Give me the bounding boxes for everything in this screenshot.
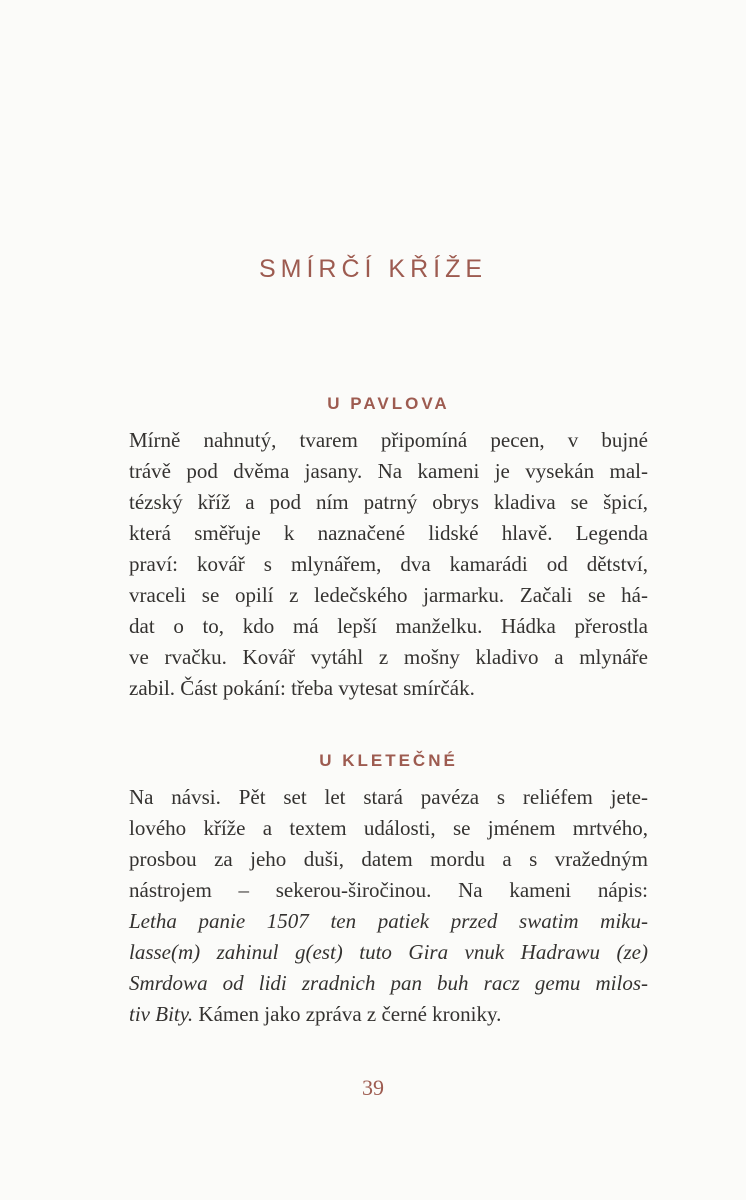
text-line — [129, 999, 648, 1030]
chapter-title: SMÍRČÍ KŘÍŽE — [258, 255, 488, 283]
text-line — [129, 518, 648, 549]
text-line — [129, 580, 648, 611]
text-line — [129, 456, 648, 487]
text-column — [129, 393, 648, 1030]
body-text: která směřuje k naznačené lidské hlavě. Legenda — [129, 521, 648, 545]
text-line — [129, 642, 648, 673]
body-text: ve rvačku. Kovář vytáhl z mošny kladivo a mlynáře — [129, 645, 648, 669]
text-line — [129, 673, 648, 704]
page-number: 39 — [362, 1075, 384, 1100]
text-line — [129, 937, 648, 968]
body-text: lového kříže a textem události, se jménem mrtvého, — [129, 816, 648, 840]
section-heading-u-pavlova: U PAVLOVA — [327, 394, 450, 413]
text-line — [129, 813, 648, 844]
text-line — [129, 875, 648, 906]
text-line — [129, 844, 648, 875]
text-line — [129, 906, 648, 937]
text-line — [129, 782, 648, 813]
inscription-italic-text: lasse(m) zahinul g(est) tuto Gira vnuk Hadrawu (ze) — [129, 940, 648, 964]
body-text: vraceli se opilí z ledečského jarmarku. Začali se há- — [129, 583, 648, 607]
body-text: trávě pod dvěma jasany. Na kameni je vysekán mal- — [129, 459, 648, 483]
body-text: Na návsi. Pět set let stará pavéza s reliéfem jete- — [129, 785, 648, 809]
text-line — [129, 611, 648, 642]
body-text: prosbou za jeho duši, datem mordu a s vražedným — [129, 847, 648, 871]
inscription-italic-text: tiv Bity. — [129, 1002, 194, 1026]
inscription-italic-text: Letha panie 1507 ten patiek przed swatim miku- — [129, 909, 648, 933]
body-text: praví: kovář s mlynářem, dva kamarádi od dětství, — [129, 552, 648, 576]
body-text: tézský kříž a pod ním patrný obrys kladiva se špicí, — [129, 490, 648, 514]
paragraph-u-kletecne — [129, 782, 648, 1030]
paragraph-u-pavlova — [129, 425, 648, 704]
text-line — [129, 549, 648, 580]
inscription-italic-text: Smrdowa od lidi zradnich pan buh racz gemu milos- — [129, 971, 648, 995]
section-u-pavlova — [129, 393, 648, 704]
body-text: nástrojem – sekerou-širočinou. Na kameni nápis: — [129, 878, 648, 902]
body-text: zabil. Část pokání: třeba vytesat smírčák. — [129, 676, 475, 700]
text-line — [129, 425, 648, 456]
body-text: dat o to, kdo má lepší manželku. Hádka přerostla — [129, 614, 648, 638]
section-u-kletecne — [129, 750, 648, 1030]
body-text: Mírně nahnutý, tvarem připomíná pecen, v bujné — [129, 428, 648, 452]
text-line — [129, 487, 648, 518]
section-heading-u-kletecne: U KLETEČNÉ — [319, 751, 458, 770]
body-text: Kámen jako zpráva z černé kroniky. — [193, 1002, 502, 1026]
text-line — [129, 968, 648, 999]
